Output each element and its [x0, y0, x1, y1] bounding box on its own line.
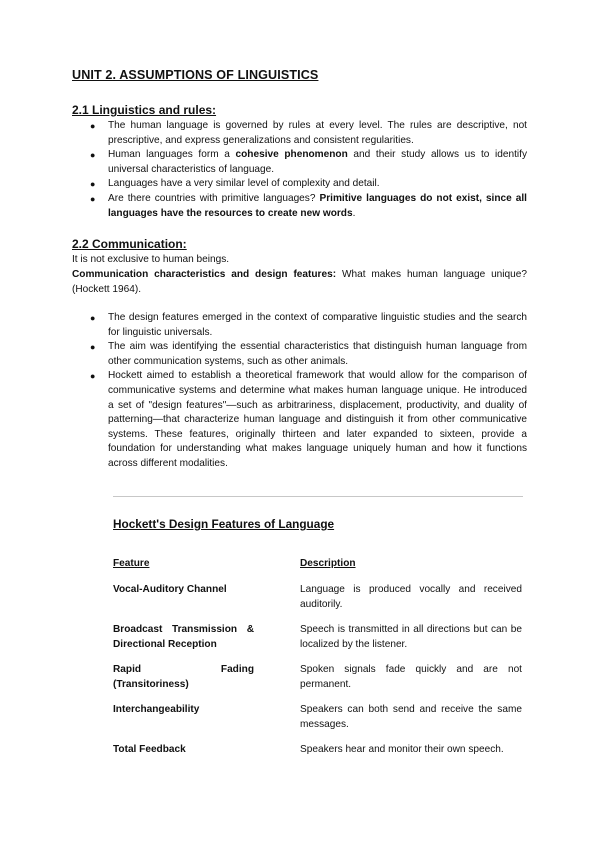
bullet-icon: ●: [90, 193, 96, 204]
feature-description: Spoken signals fade quickly and are not permanent.: [300, 664, 522, 690]
bullet-icon: ●: [90, 150, 96, 161]
list-item: ● The design features emerged in the context of comparative linguistic studies and the search for linguistic universals.: [90, 312, 527, 338]
feature-name: Broadcast Transmission & Directional Reception: [113, 624, 254, 650]
unit-title: UNIT 2. ASSUMPTIONS OF LINGUISTICS: [72, 68, 319, 82]
rules-bullet-list: [0, 119, 527, 221]
column-header-feature: Feature: [113, 558, 150, 569]
list-item: ● The aim was identifying the essential characteristics that distinguish human language from other communication systems, such as other animals.: [90, 341, 527, 367]
section-title-linguistics-rules: 2.1 Linguistics and rules:: [72, 103, 217, 117]
bullet-icon: ●: [90, 313, 96, 323]
list-item: ● Human languages form a cohesive phenomenon and their study allows us to identify universal characteristics of language.: [90, 149, 527, 175]
section-title-communication: 2.2 Communication:: [72, 237, 187, 251]
table-title: Hockett's Design Features of Language: [113, 517, 335, 531]
feature-description: Speakers hear and monitor their own speech.: [300, 744, 504, 755]
communication-characteristics: Communication characteristics and design features: What makes human language unique? (Hockett 1964).: [72, 269, 527, 295]
feature-name: Vocal-Auditory Channel: [113, 584, 227, 595]
list-item: ● The human language is governed by rules at every level. The rules are descriptive, not prescriptive, and express generalizations and consistent regularities.: [90, 120, 527, 146]
bullet-icon: ●: [90, 342, 96, 353]
feature-description: Language is produced vocally and received auditorily.: [300, 584, 522, 610]
list-item: ● Are there countries with primitive languages? Primitive languages do not exist, since all languages have the resources to create new words.: [90, 192, 527, 219]
feature-name: Rapid Fading (Transitoriness): [113, 664, 254, 690]
column-header-description: Description: [300, 558, 356, 569]
bullet-icon: ●: [90, 371, 96, 382]
feature-description: Speech is transmitted in all directions but can be localized by the listener.: [300, 624, 522, 650]
bullet-icon: ●: [90, 179, 96, 190]
feature-name: Interchangeability: [113, 704, 200, 715]
list-item: ● Languages have a very similar level of complexity and detail.: [0, 177, 527, 192]
communication-bullet-list: [0, 311, 527, 472]
bullet-icon: ●: [90, 121, 96, 131]
feature-description: Speakers can both send and receive the same messages.: [300, 704, 522, 730]
communication-intro: It is not exclusive to human beings.: [72, 254, 230, 265]
list-item: ● Hockett aimed to establish a theoretical framework that would allow for the comparison of communicative systems and determine what makes human language unique. He introduced a set of "design features"—such as arbitrariness, displacement, productivity, and duality of patterning—that characterize human language and distinguish it from other communicative systems. These features, originally thirteen and later expanded to sixteen, provide a foundation for understanding what makes language uniquely human and how it functions across different modalities.: [90, 370, 527, 469]
horizontal-divider: [113, 496, 523, 497]
feature-name: Total Feedback: [113, 744, 186, 755]
